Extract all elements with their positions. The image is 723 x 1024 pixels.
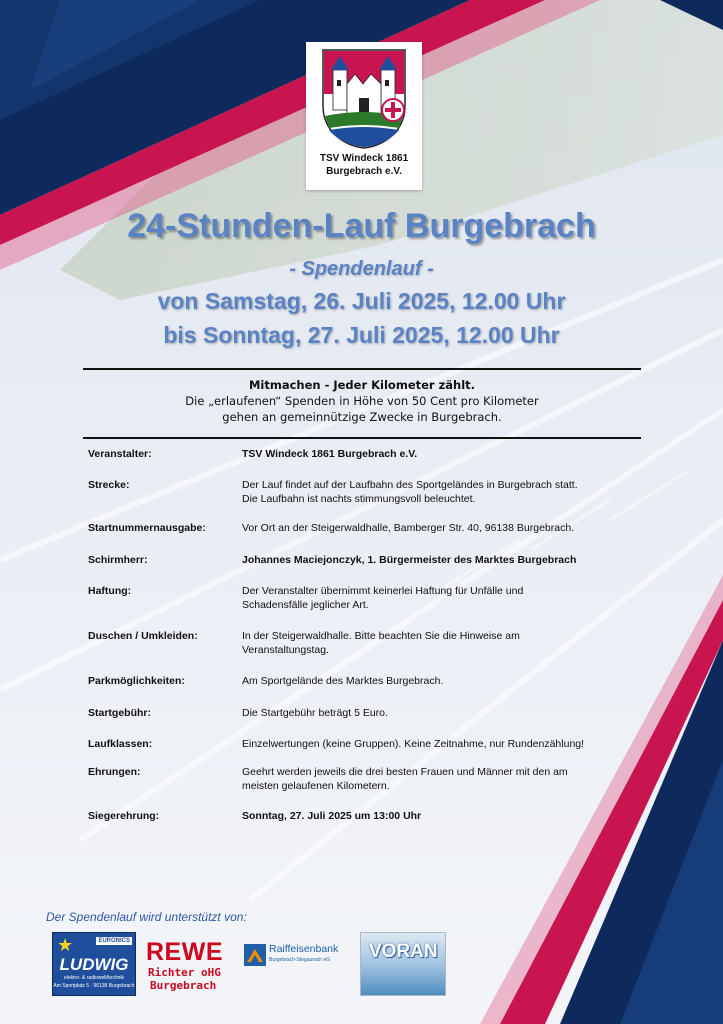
value-route bbox=[242, 478, 642, 506]
raiffeisen-name: Raiffeisenbank bbox=[269, 943, 339, 955]
sponsor-ludwig-logo bbox=[52, 932, 136, 996]
value-liability-line-1: Der Veranstalter übernimmt keinerlei Haftung für Unfälle und bbox=[242, 585, 524, 597]
logo-club-name: TSV Windeck 1861 bbox=[319, 153, 409, 164]
sponsor-rewe-logo bbox=[146, 932, 234, 996]
value-liability bbox=[242, 584, 642, 612]
sponsor-raiffeisen-logo bbox=[242, 932, 352, 996]
raiffeisen-emblem-icon bbox=[244, 944, 266, 966]
ludwig-name: LUDWIG bbox=[59, 955, 129, 974]
value-awards bbox=[242, 765, 642, 793]
label-showers: Duschen / Umkleiden: bbox=[88, 630, 198, 642]
intro-text bbox=[83, 377, 641, 425]
intro-line-2: gehen an gemeinnützige Zwecke in Burgebrach. bbox=[222, 410, 502, 424]
sponsors-heading: Der Spendenlauf wird unterstützt von: bbox=[46, 910, 247, 924]
value-showers-line-2: Veranstaltungstag. bbox=[242, 644, 329, 656]
rewe-name: REWE bbox=[146, 938, 223, 966]
divider-top bbox=[83, 368, 641, 370]
value-showers-line-1: In der Steigerwaldhalle. Bitte beachten Sie die Hinweise am bbox=[242, 630, 520, 642]
divider-bottom bbox=[83, 437, 641, 439]
label-parking: Parkmöglichkeiten: bbox=[88, 675, 185, 687]
event-subtitle: - Spendenlauf - bbox=[289, 258, 434, 280]
label-bib-pickup: Startnummernausgabe: bbox=[88, 522, 206, 534]
value-classes: Einzelwertungen (keine Gruppen). Keine Zeitnahme, nur Rundenzählung! bbox=[242, 738, 585, 750]
label-route: Strecke: bbox=[88, 479, 130, 491]
ludwig-brand: EURONICS bbox=[98, 938, 130, 944]
ludwig-address: Am Sportplatz 5 · 96138 Burgebrach bbox=[53, 983, 135, 989]
value-awards-line-1: Geehrt werden jeweils die drei besten Frauen und Männer mit den am bbox=[242, 766, 568, 778]
value-parking: Am Sportgelände des Marktes Burgebrach. bbox=[242, 675, 444, 687]
logo-club-place: Burgebrach e.V. bbox=[326, 166, 402, 177]
value-showers bbox=[242, 629, 642, 657]
value-route-line-1: Der Lauf findet auf der Laufbahn des Sportgeländes in Burgebrach statt. bbox=[242, 479, 578, 491]
date-from: von Samstag, 26. Juli 2025, 12.00 Uhr bbox=[157, 288, 566, 314]
castle-crest-icon bbox=[319, 48, 409, 150]
sponsor-voran-logo bbox=[360, 932, 446, 996]
value-awards-line-2: meisten gelaufenen Kilometern. bbox=[242, 780, 390, 792]
club-logo bbox=[306, 42, 422, 190]
value-patron: Johannes Maciejonczyk, 1. Bürgermeister des Marktes Burgebrach bbox=[242, 554, 577, 566]
label-organizer: Veranstalter: bbox=[88, 448, 152, 460]
date-to: bis Sonntag, 27. Juli 2025, 12.00 Uhr bbox=[163, 322, 560, 348]
label-awards: Ehrungen: bbox=[88, 766, 141, 778]
label-ceremony: Siegerehrung: bbox=[88, 810, 160, 822]
intro-headline: Mitmachen - Jeder Kilometer zählt. bbox=[248, 378, 476, 392]
event-title: 24-Stunden-Lauf Burgebrach bbox=[127, 207, 596, 245]
label-fee: Startgebühr: bbox=[88, 707, 151, 719]
raiffeisen-sub: Burgebrach-Stegaurach eG bbox=[269, 957, 331, 963]
voran-name: VORAN bbox=[369, 941, 438, 962]
label-liability: Haftung: bbox=[88, 585, 132, 597]
value-organizer: TSV Windeck 1861 Burgebrach e.V. bbox=[242, 448, 418, 460]
rewe-line-1: Richter oHG bbox=[148, 966, 221, 979]
label-classes: Laufklassen: bbox=[88, 738, 153, 750]
label-patron: Schirmherr: bbox=[88, 554, 148, 566]
value-liability-line-2: Schadensfälle jeglicher Art. bbox=[242, 599, 369, 611]
value-fee: Die Startgebühr beträgt 5 Euro. bbox=[242, 707, 388, 719]
star-icon: ★ bbox=[57, 935, 74, 955]
ludwig-tagline: elektro- & radiowelt/technik bbox=[63, 975, 125, 981]
value-bib-pickup: Vor Ort an der Steigerwaldhalle, Bamberger Str. 40, 96138 Burgebrach. bbox=[242, 522, 575, 534]
rewe-line-2: Burgebrach bbox=[150, 979, 217, 992]
value-route-line-2: Die Laufbahn ist nachts stimmungsvoll beleuchtet. bbox=[242, 493, 476, 505]
intro-line-1: Die „erlaufenen“ Spenden in Höhe von 50 Cent pro Kilometer bbox=[185, 394, 539, 408]
value-ceremony: Sonntag, 27. Juli 2025 um 13:00 Uhr bbox=[242, 810, 422, 822]
